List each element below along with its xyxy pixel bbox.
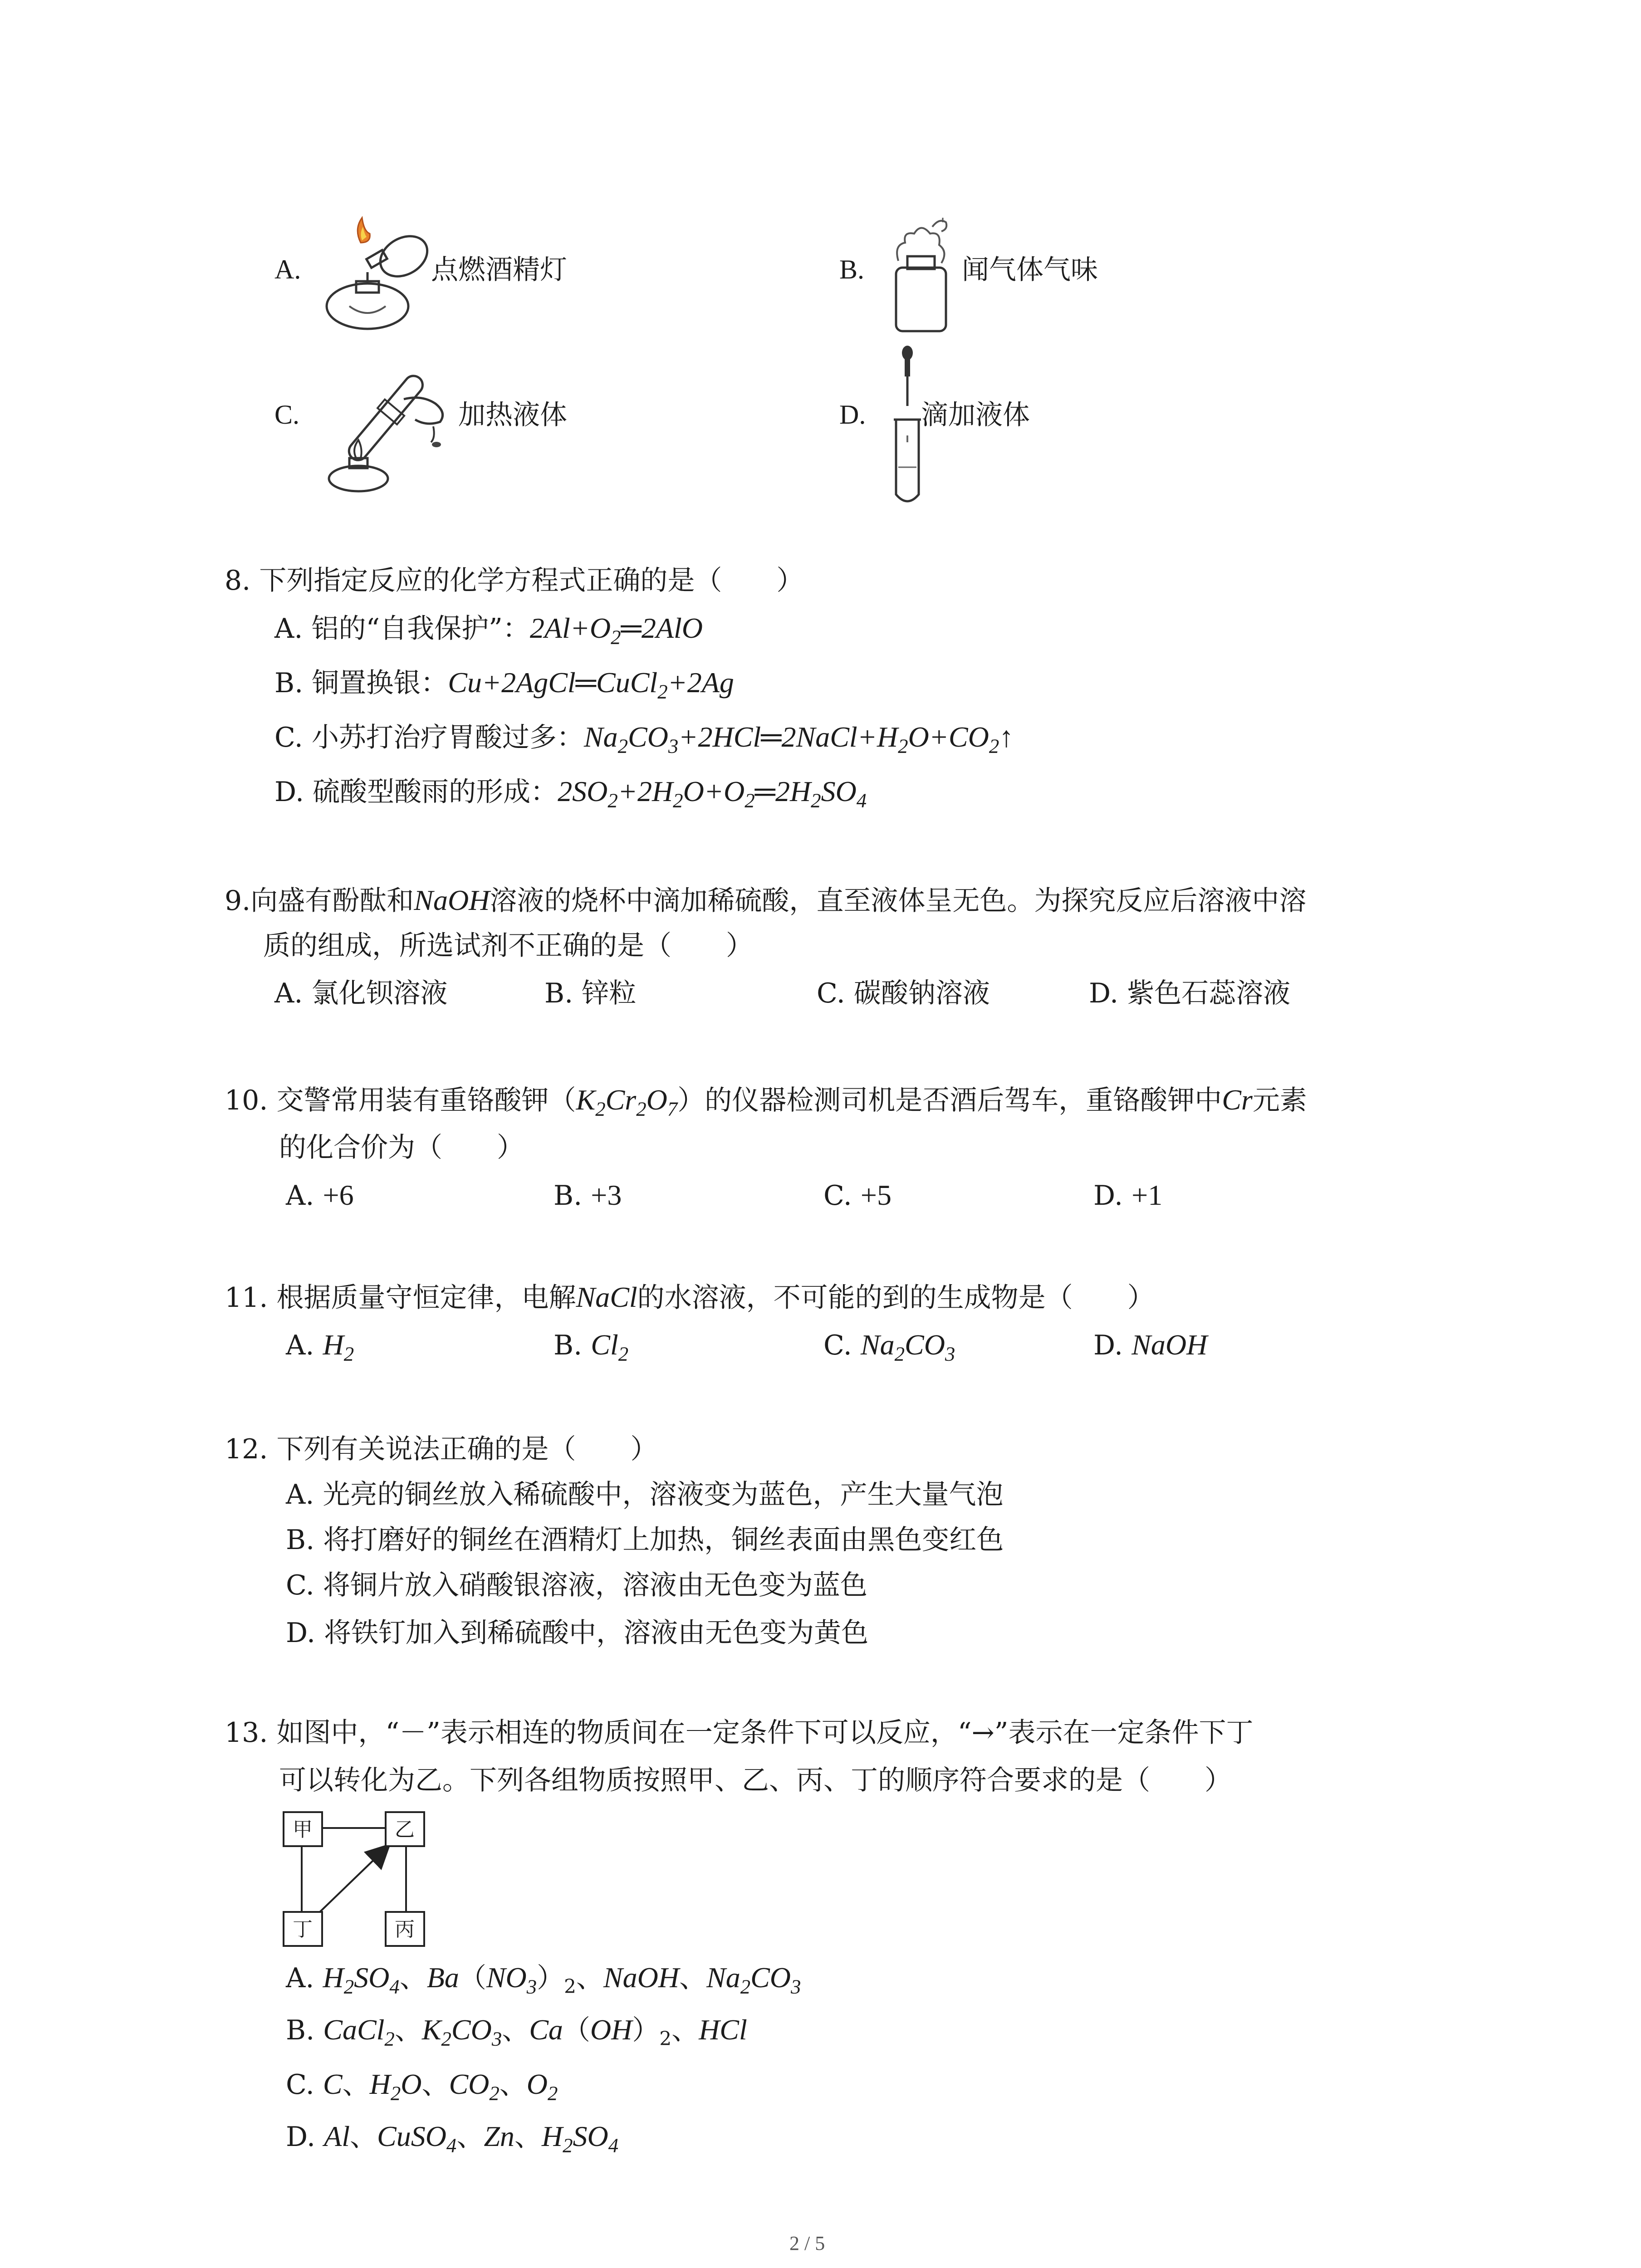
q8-number: 8.: [225, 565, 251, 596]
q7-option-a-caption: 点燃酒精灯: [431, 254, 567, 286]
heating-test-tube-icon: [318, 358, 454, 494]
q9-option-a: A. 氯化钡溶液: [274, 978, 448, 1009]
q7-option-a-letter: A.: [274, 254, 301, 284]
q12-option-d: D. 将铁钉加入到稀硫酸中，溶液由无色变为黄色: [286, 1617, 869, 1649]
diagram-node-yi: 乙: [395, 1818, 415, 1841]
q12-option-b: B. 将打磨好的铜丝在酒精灯上加热，铜丝表面由黑色变红色: [286, 1524, 1004, 1556]
q13-option-c: C. C、$H_2O$、$CO_2$、$O_2$: [286, 2068, 558, 2105]
gas-bottle-smelling-icon: [889, 218, 962, 336]
dropper-test-tube-icon: [889, 345, 926, 508]
diagram-node-jia: 甲: [293, 1818, 313, 1841]
q13-stem-line2: 可以转化为乙。下列各组物质按照甲、乙、丙、丁的顺序符合要求的是（ ）: [279, 1765, 1232, 1796]
q9-option-c: C. 碳酸钠溶液: [817, 978, 990, 1009]
q11-stem: 11. 根据质量守恒定律，电解NaCl的水溶液，不可能的到的生成物是（ ）: [225, 1281, 1155, 1314]
q10-option-c: C. +5: [823, 1179, 892, 1212]
diagram-node-bing: 丙: [395, 1918, 415, 1941]
q9-stem-line1: 9.向盛有酚酞和NaOH溶液的烧杯中滴加稀硫酸，直至液体呈无色。为探究反应后溶液中溶: [225, 884, 1307, 917]
q12-stem: 12. 下列有关说法正确的是（ ）: [225, 1433, 658, 1465]
q7-option-d-letter: D.: [839, 400, 866, 430]
q13-option-a: A. $H_2SO_4$、$Ba(NO_3)_2$、NaOH、$Na_2CO_3$: [286, 1961, 801, 1998]
q7-option-d-caption: 滴加液体: [921, 399, 1030, 431]
q9-option-b: B. 锌粒: [544, 978, 637, 1009]
q7-option-b-caption: 闻气体气味: [962, 254, 1098, 286]
q11-option-a: A. $H_2$: [286, 1329, 354, 1365]
q8-option-d: D. 硫酸型酸雨的形成：$2SO_2+2H_2O+O_2═2H_2SO_4$: [274, 775, 867, 812]
q8-stem: [225, 562, 803, 599]
q10-stem-line2: 的化合价为（ ）: [279, 1132, 524, 1163]
q11-option-d: D. NaOH: [1093, 1329, 1208, 1361]
q7-option-c-caption: 加热液体: [458, 399, 567, 431]
q7-option-b-letter: B.: [839, 254, 865, 284]
q12-option-a: A. 光亮的铜丝放入稀硫酸中，溶液变为蓝色，产生大量气泡: [286, 1479, 1004, 1510]
q9-option-d: D. 紫色石蕊溶液: [1089, 978, 1291, 1009]
q10-stem-line1: 10. 交警常用装有重铬酸钾$(K_2Cr_2O_7)$的仪器检测司机是否酒后驾车，重铬酸钾中Cr元素: [225, 1084, 1307, 1120]
q13-relation-diagram: [281, 1810, 436, 1955]
q8-option-b: B. 铜置换银：Cu+2AgCl═CuCl$_2$+2Ag: [274, 666, 734, 703]
q11-option-c: C. $Na_2CO_3$: [823, 1329, 955, 1365]
q12-option-c: C. 将铜片放入硝酸银溶液，溶液由无色变为蓝色: [286, 1569, 867, 1601]
q13-option-b: B. CaCl$_2$、$K_2CO_3$、$Ca(OH)_2$、HCl: [286, 2014, 747, 2050]
q13-stem-line1: 13. 如图中，“－”表示相连的物质间在一定条件下可以反应，“→”表示在一定条件下丁: [225, 1717, 1254, 1749]
page-number: 2 / 5: [789, 2232, 825, 2254]
q8-option-a: A. 铝的“自我保护”：$2Al+O_2═2AlO$: [274, 612, 703, 649]
q7-option-c-letter: C.: [274, 400, 300, 430]
q10-option-d: D. +1: [1093, 1179, 1163, 1212]
q9-stem-line2: 质的组成，所选试剂不正确的是（ ）: [263, 930, 753, 962]
q8-text: 下列指定反应的化学方程式正确的是（ ）: [259, 565, 804, 596]
q8-option-c: C. 小苏打治疗胃酸过多：$Na_2CO_3+2HCl═2NaCl+H_2O+CO_2↑$: [274, 721, 1014, 758]
q10-option-a: A. +6: [286, 1179, 354, 1212]
alcohol-lamp-lighting-icon: [318, 218, 436, 336]
q10-option-b: B. +3: [554, 1179, 622, 1212]
q11-option-b: B. $Cl_2$: [554, 1329, 629, 1365]
diagram-node-ding: 丁: [293, 1918, 313, 1941]
q13-option-d: D. Al、CuSO$_4$、Zn、$H_2SO_4$: [286, 2120, 619, 2157]
